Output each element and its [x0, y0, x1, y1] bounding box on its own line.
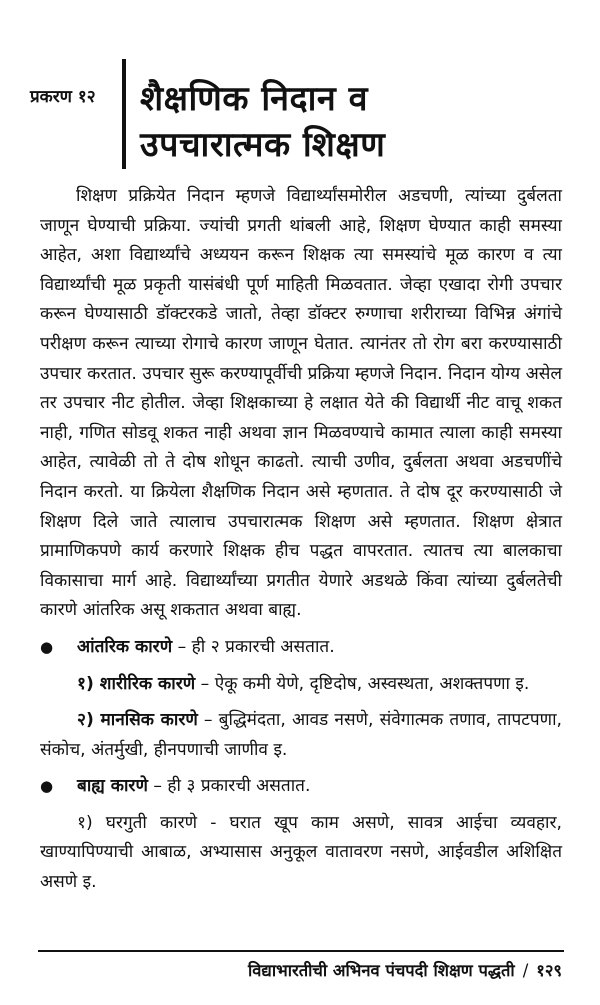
body-text: [40, 182, 562, 898]
bullet-heading: आंतरिक कारणे: [77, 636, 173, 657]
footer-separator: /: [522, 961, 529, 980]
sub-item-heading: २) मानसिक कारणे: [77, 710, 198, 731]
sub-item-mental: [40, 706, 562, 765]
sub-item-text: – बुद्धिमंदता, आवड नसणे, संवेगात्मक तणाव, तापटपणा, संकोच, अंतर्मुखी, हीनपणाची जाणीव इ.: [40, 710, 562, 760]
chapter-title-line-1: शैक्षणिक निदान व: [140, 79, 368, 119]
chapter-title-line-2: उपचारात्मक शिक्षण: [140, 125, 386, 165]
sub-item-household: [40, 809, 562, 898]
page-number: १२९: [536, 961, 562, 980]
header-divider: [122, 59, 126, 169]
chapter-title: [140, 76, 385, 168]
sub-item-physical: [77, 670, 562, 700]
bullet-external-causes: [40, 772, 562, 802]
sub-item-heading: १) शारीरिक कारणे: [77, 673, 196, 694]
bullet-heading: बाह्य कारणे: [77, 776, 148, 797]
book-title: विद्याभारतीची अभिनव पंचपदी शिक्षण पद्धती: [247, 961, 515, 980]
footer-divider: [38, 950, 564, 952]
page-footer: [248, 958, 562, 981]
bullet-text: – ही ३ प्रकारची असतात.: [147, 776, 311, 797]
sub-item-text: १) घरगुती कारणे - घरात खूप काम असणे, सावत्र आईचा व्यवहार, खाण्यापिण्याची आबाळ, अभ्यासास अनुकूल वातावरण नसणे, आईवडील अशिक्षित असणे इ.: [40, 812, 562, 893]
chapter-label: प्रकरण १२: [30, 87, 96, 107]
bullet-text: – ही २ प्रकारची असतात.: [172, 636, 335, 657]
intro-paragraph: शिक्षण प्रक्रियेत निदान म्हणजे विद्यार्थ्यांसमोरील अडचणी, त्यांच्या दुर्बलता जाणून घेण्याची प्रक्रिया. ज्यांची प्रगती थांबली आहे, शिक्षण घेण्यात काही समस्या आहेत, अशा विद्यार्थ्यांचे अध्ययन करून शिक्षक त्या समस्यांचे मूळ कारण व त्या विद्यार्थ्यांची मूळ प्रकृती यासंबंधी पूर्ण माहिती मिळवतात. जेव्हा एखादा रोगी उपचार करून घेण्यासाठी डॉक्टरकडे जातो, तेव्हा डॉक्टर रुग्णाचा शरीराच्या विभिन्न अंगांचे परीक्षण करून त्याच्या रोगाचे कारण जाणून घेतात. त्यानंतर तो रोग बरा करण्यासाठी उपचार करतात. उपचार सुरू करण्यापूर्वीची प्रक्रिया म्हणजे निदान. निदान योग्य असेल तर उपचार नीट होतील. जेव्हा शिक्षकाच्या हे लक्षात येते की विद्यार्थी नीट वाचू शकत नाही, गणित सोडवू शकत नाही अथवा ज्ञान मिळवण्याचे कामात त्याला काही समस्या आहेत, त्यावेळी तो ते दोष शोधून काढतो. त्याची उणीव, दुर्बलता अथवा अडचणींचे निदान करतो. या क्रियेला शैक्षणिक निदान असे म्हणतात. ते दोष दूर करण्यासाठी जे शिक्षण दिले जाते त्यालाच उपचारात्मक शिक्षण असे म्हणतात. शिक्षण क्षेत्रात प्रामाणिकपणे कार्य करणारे शिक्षक हीच पद्धत वापरतात. त्यातच त्या बालकाचा विकासाचा मार्ग आहे. विद्यार्थ्यांच्या प्रगतीत येणारे अडथळे किंवा त्यांच्या दुर्बलतेची कारणे आंतरिक असू शकतात अथवा बाह्य.: [40, 186, 562, 621]
bullet-icon: ●: [40, 637, 54, 656]
chapter-header: [0, 0, 600, 170]
sub-item-text: – ऐकू कमी येणे, दृष्टिदोष, अस्वस्थता, अशक्तपणा इ.: [195, 673, 530, 694]
bullet-internal-causes: [40, 633, 562, 663]
bullet-icon: ●: [40, 777, 54, 796]
